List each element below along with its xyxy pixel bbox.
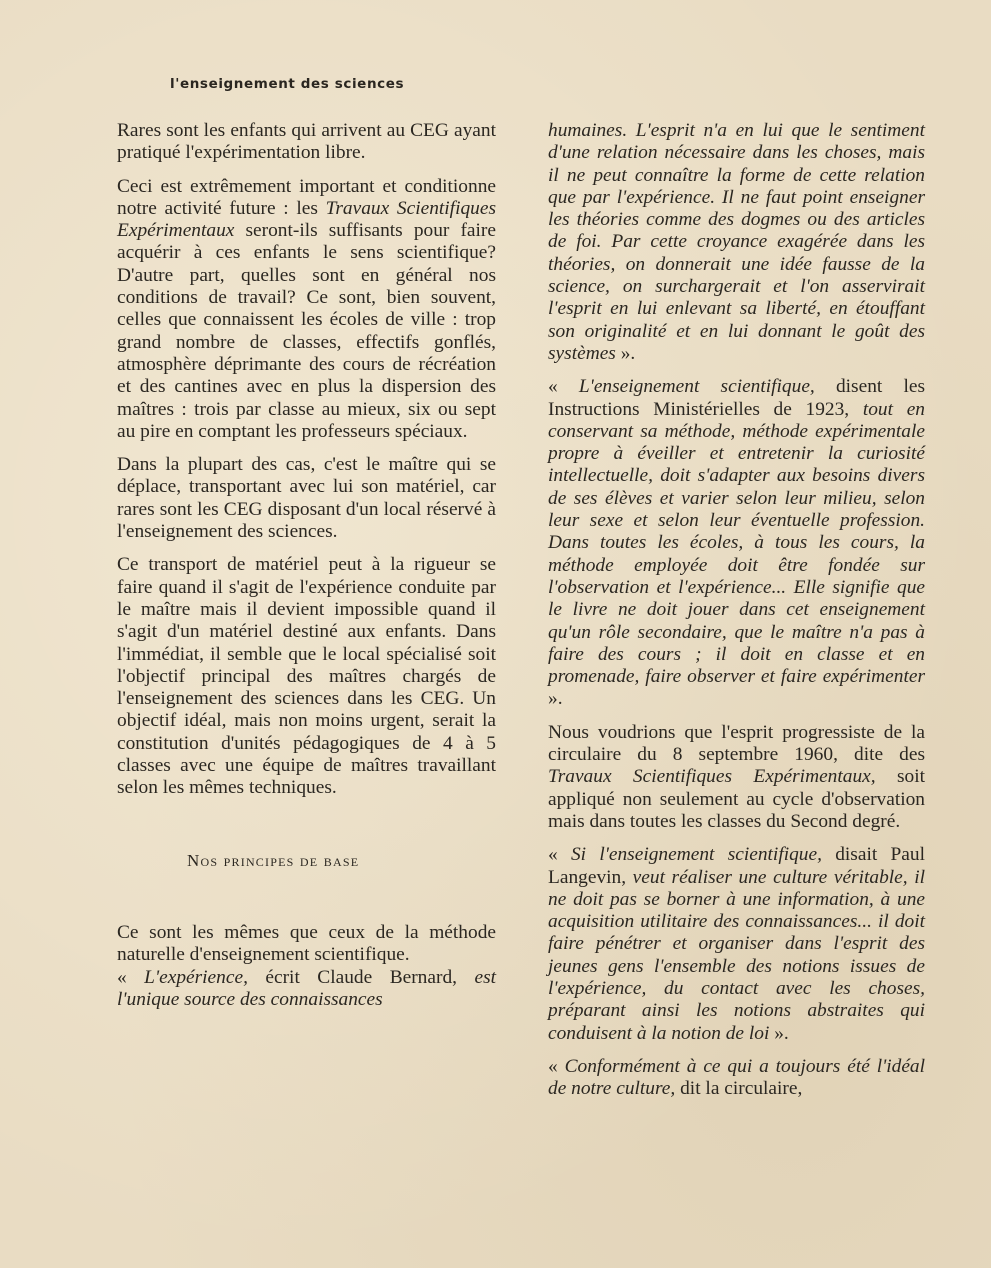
text-run: «	[548, 376, 579, 398]
italic-text: est l'unique source des connaissances	[117, 966, 497, 1010]
paragraph	[117, 176, 496, 444]
text-run: disait Paul Langevin,	[548, 844, 925, 888]
paragraph	[548, 844, 925, 1045]
section-heading: Nos principes de base	[187, 850, 360, 870]
italic-text: L'expérience,	[144, 966, 248, 988]
paragraph: Ce sont les mêmes que ceux de la méthode naturelle d'enseignement scientifique.	[117, 921, 496, 966]
italic-text: L'enseignement scientifique,	[578, 376, 815, 398]
text-run: Ceci est extrêmement important et conditionne notre activité future : les	[117, 175, 496, 219]
text-run: ».	[769, 1022, 789, 1044]
paragraph: Ce transport de matériel peut à la rigueur se faire quand il s'agit de l'expérience conduite par le maître mais il devient impossible quand il s'agit d'un matériel destiné aux enfants. Dans l'immédiat, il semble que le local spécialisé soit l'objectif principal des maîtres chargés de l'enseignement des sciences dans les CEG. Un objectif idéal, mais non moins urgent, serait la constitution d'unités pédagogiques de 4 à 5 classes avec une équipe de maîtres travaillant selon les mêmes techniques.	[117, 554, 496, 799]
italic-text: veut réaliser une culture véritable, il ne doit pas se borner à une information, à une acquisition utilitaire des connaissances... il doit faire pénétrer et organiser dans l'esprit des jeunes gens l'ensemble des notions issues de l'expérience, du contact avec les choses, préparant ainsi les notions abstraites qui conduisent à la notion de loi	[548, 866, 925, 1044]
left-column	[117, 120, 496, 1022]
right-column	[548, 120, 925, 1111]
paragraph: Rares sont les enfants qui arrivent au CEG ayant pratiqué l'expérimentation libre.	[117, 120, 496, 164]
text-run: écrit Claude Bernard,	[247, 966, 475, 988]
italic-text: Travaux Scientifiques Expérimentaux,	[548, 766, 876, 788]
text-run: dit la circulaire,	[675, 1078, 803, 1100]
text-run: seront-ils suffisants pour faire acquérir à ces enfants le sens scientifique? D'autre part, quelles sont en général nos conditions de travail? Ce sont, bien souvent, celles que connaissent les écoles de ville : trop grand nombre de classes, effectifs gonflés, atmosphère déprimante des cours de récréation et des cantines avec en plus la dispersion des maîtres : trois par classe au mieux, six ou sept au pire en comptant les professeurs spéciaux.	[117, 220, 496, 442]
italic-text: Conformément à ce qui a toujours été l'idéal de notre culture,	[548, 1055, 926, 1100]
paragraph: Dans la plupart des cas, c'est le maître qui se déplace, transportant avec lui son matériel, car rares sont les CEG disposant d'un local réservé à l'enseignement des sciences.	[117, 454, 496, 543]
text-run: disent les Instructions Ministérielles de 1923,	[548, 376, 926, 420]
running-head: l'enseignement des sciences	[170, 76, 405, 92]
text-run: ».	[615, 342, 636, 364]
paragraph	[548, 1056, 925, 1101]
paragraph	[548, 376, 925, 710]
text-run: «	[117, 966, 145, 988]
paragraph	[117, 967, 496, 1012]
text-run: «	[548, 844, 571, 866]
text-run: Nous voudrions que l'esprit progressiste de la circulaire du 8 septembre 1960, dite des	[548, 721, 925, 766]
text-run: ».	[548, 688, 563, 710]
italic-text: Travaux Scientifiques Expérimentaux	[117, 197, 497, 242]
text-run: soit appliqué non seulement au cycle d'observation mais dans toutes les classes du Second degré.	[548, 766, 925, 832]
paragraph	[548, 722, 925, 833]
italic-text: tout en conservant sa méthode, méthode expérimentale propre à éveiller et entretenir la curiosité intellectuelle, doit s'adapter aux besoins divers de ses élèves et varier selon leur milieu, selon leur sexe et selon leur éventuelle profession. Dans toutes les écoles, à tous les cours, la méthode employée doit être fondée sur l'observation et l'expérience... Elle signifie que le livre ne doit jouer dans cet enseignement qu'un rôle secondaire, que le maître n'a pas à faire des cours ; il doit en classe et en promenade, faire observer et faire expérimenter	[548, 398, 925, 688]
paragraph	[548, 120, 925, 365]
text-run: «	[548, 1055, 565, 1077]
italic-text: Si l'enseignement scientifique,	[570, 844, 822, 866]
italic-text: humaines. L'esprit n'a en lui que le sentiment d'une relation nécessaire dans les choses, mais il ne peut connaître la forme de cette relation que par l'expérience. Il ne faut point enseigner les théories comme des dogmes ou des articles de foi. Par cette croyance exagérée dans les théories, on donnerait une idée fausse de la science, on surchargerait et l'on asservirait l'esprit en lui enlevant sa liberté, en étouffant son originalité et en lui donnant le goût des systèmes	[548, 120, 925, 364]
